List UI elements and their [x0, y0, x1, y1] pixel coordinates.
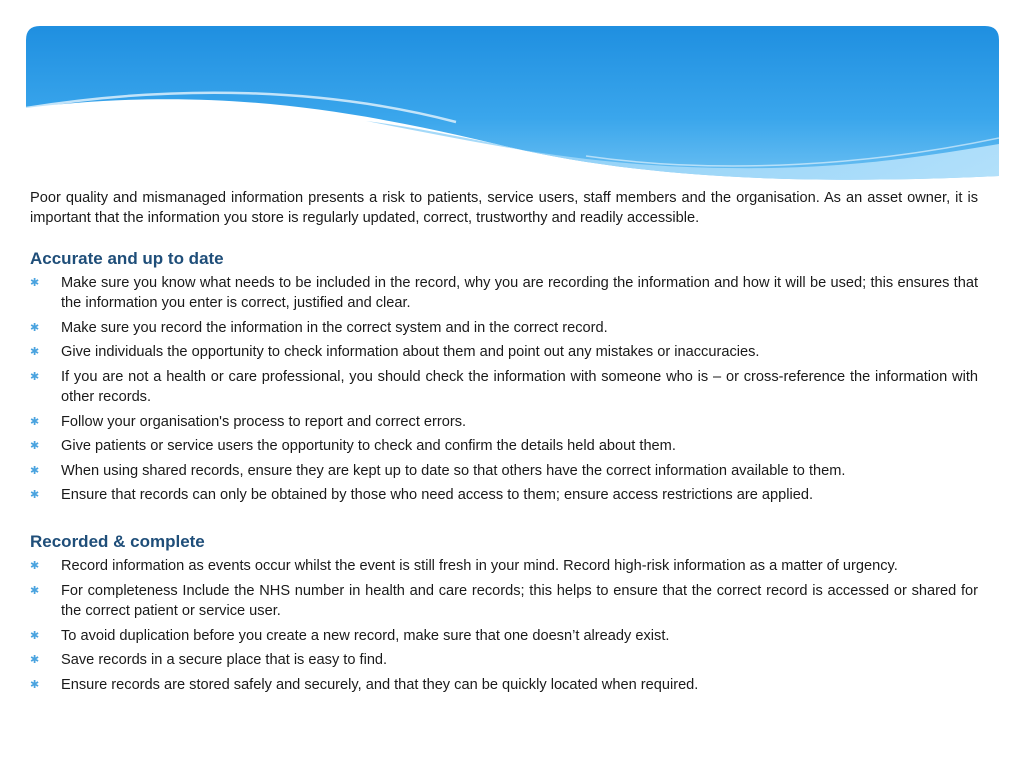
- list-item: ✱ Follow your organisation's process to report and correct errors.: [30, 412, 978, 432]
- header-wave-banner: [26, 26, 999, 182]
- list-item: ✱ When using shared records, ensure they are kept up to date so that others have the correct information available to them.: [30, 461, 978, 481]
- asterisk-bullet-icon: ✱: [30, 560, 40, 573]
- list-item: ✱ Give patients or service users the opportunity to check and confirm the details held about them.: [30, 436, 978, 456]
- list-item: ✱ If you are not a health or care professional, you should check the information with someone who is – or cross-reference the information with other records.: [30, 368, 978, 406]
- slide-content: [30, 188, 978, 699]
- list-item: ✱ Ensure records are stored safely and securely, and that they can be quickly located when required.: [30, 675, 978, 695]
- section-heading-accurate: Accurate and up to date: [30, 249, 224, 268]
- asterisk-bullet-icon: ✱: [30, 321, 40, 334]
- bullet-list-recorded: [30, 556, 978, 695]
- list-item: ✱ Record information as events occur whilst the event is still fresh in your mind. Record high-risk information as a matter of urgency.: [30, 556, 978, 576]
- list-item: ✱ Give individuals the opportunity to check information about them and point out any mistakes or inaccuracies.: [30, 342, 978, 362]
- asterisk-bullet-icon: ✱: [30, 346, 40, 359]
- asterisk-bullet-icon: ✱: [30, 678, 40, 691]
- list-item: ✱ Make sure you record the information in the correct system and in the correct record.: [30, 318, 978, 338]
- asterisk-bullet-icon: ✱: [30, 370, 40, 383]
- asterisk-bullet-icon: ✱: [30, 415, 40, 428]
- asterisk-bullet-icon: ✱: [30, 629, 40, 642]
- list-item: ✱ Save records in a secure place that is easy to find.: [30, 650, 978, 670]
- asterisk-bullet-icon: ✱: [30, 584, 40, 597]
- list-item: ✱ For completeness Include the NHS number in health and care records; this helps to ensure that the correct record is accessed or shared for the correct patient or service user.: [30, 582, 978, 620]
- wave-graphic: [26, 26, 999, 182]
- asterisk-bullet-icon: ✱: [30, 277, 40, 289]
- list-item: ✱ Ensure that records can only be obtained by those who need access to them; ensure access restrictions are applied.: [30, 485, 978, 505]
- list-item: ✱ Make sure you know what needs to be included in the record, why you are recording the information and how it will be used; this ensures that the information you enter is correct, justified and clear.: [30, 275, 978, 312]
- asterisk-bullet-icon: ✱: [30, 488, 40, 501]
- asterisk-bullet-icon: ✱: [30, 440, 40, 453]
- list-item: ✱ To avoid duplication before you create a new record, make sure that one doesn’t already exist.: [30, 626, 978, 646]
- section-heading-recorded: Recorded & complete: [30, 532, 205, 552]
- bullet-list-accurate: [30, 273, 978, 505]
- asterisk-bullet-icon: ✱: [30, 464, 40, 477]
- asterisk-bullet-icon: ✱: [30, 654, 40, 667]
- intro-paragraph: Poor quality and mismanaged information presents a risk to patients, service users, staff members and the organisation. As an asset owner, it is important that the information you store is regularly updated, correct, trustworthy and readily accessible.: [30, 190, 978, 226]
